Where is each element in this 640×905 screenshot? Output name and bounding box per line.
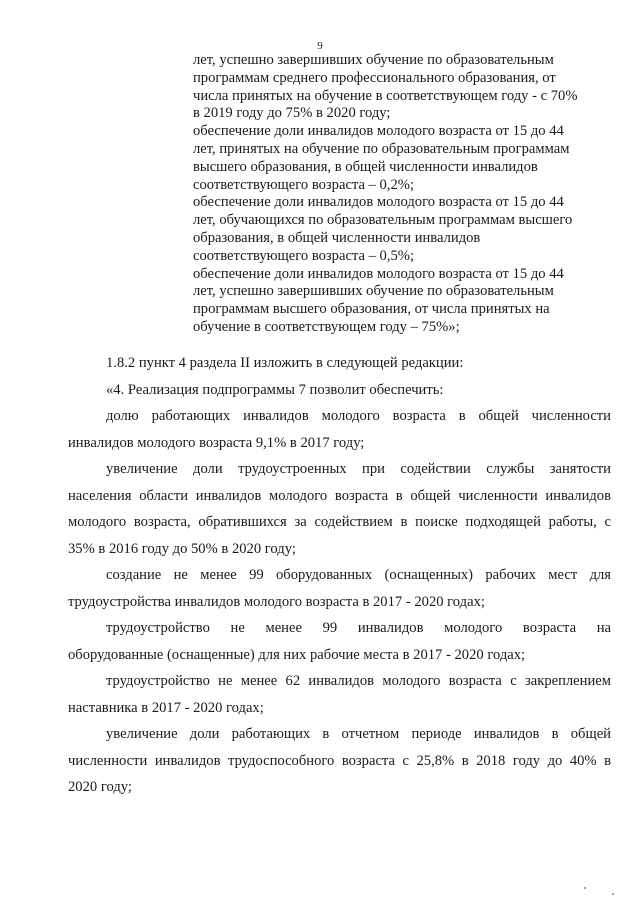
- text-line: населения области инвалидов молодого возраста в общей численности инвалидов: [68, 487, 611, 504]
- text-line: лет, успешно завершивших обучение по образовательным: [193, 283, 554, 300]
- paragraph: [68, 377, 611, 404]
- text-line: программам среднего профессионального образования, от: [193, 69, 556, 86]
- page-number: 9: [317, 40, 323, 52]
- text-line: молодого возраста, обратившихся за содействием в поиске подходящей работы, с: [68, 514, 611, 530]
- text-line: наставника в 2017 - 2020 годах;: [68, 699, 264, 716]
- text-line: 35% в 2016 году до 50% в 2020 году;: [68, 540, 296, 557]
- text-line: обучение в соответствующем году – 75%»;: [193, 318, 460, 335]
- text-line: обеспечение доли инвалидов молодого возраста от 15 до 44: [193, 265, 564, 282]
- paragraph: [68, 721, 611, 801]
- text-line: лет, принятых на обучение по образовательным программам: [193, 140, 570, 157]
- text-line: программам высшего образования, от числа принятых на: [193, 301, 550, 318]
- narrow-text-block: [193, 52, 598, 337]
- text-line: 1.8.2 пункт 4 раздела II изложить в следующей редакции:: [106, 355, 464, 371]
- text-line: в 2019 году до 75% в 2020 году;: [193, 105, 391, 122]
- paragraph: [68, 403, 611, 456]
- main-text-block: [68, 350, 611, 801]
- text-line: создание не менее 99 оборудованных (оснащенных) рабочих мест для: [106, 567, 611, 583]
- text-line: трудоустройство не менее 62 инвалидов молодого возраста с закреплением: [106, 673, 611, 689]
- text-line: высшего образования, в общей численности инвалидов: [193, 158, 538, 175]
- text-line: увеличение доли трудоустроенных при содействии службы занятости: [106, 461, 611, 477]
- text-line: инвалидов молодого возраста 9,1% в 2017 году;: [68, 434, 365, 451]
- scan-speck: [584, 887, 586, 889]
- text-line: «4. Реализация подпрограммы 7 позволит обеспечить:: [106, 381, 444, 398]
- text-line: увеличение доли работающих в отчетном периоде инвалидов в общей: [106, 726, 611, 742]
- paragraph: [68, 456, 611, 562]
- text-line: трудоустройства инвалидов молодого возраста в 2017 - 2020 годах;: [68, 593, 485, 610]
- text-line: оборудованные (оснащенные) для них рабочие места в 2017 - 2020 годах;: [68, 646, 526, 663]
- text-line: 2020 году;: [68, 779, 132, 795]
- text-line: долю работающих инвалидов молодого возраста в общей численности: [106, 408, 611, 424]
- scan-speck: [612, 893, 614, 895]
- paragraph: [68, 615, 611, 668]
- paragraph: [68, 350, 611, 377]
- text-line: соответствующего возраста – 0,5%;: [193, 247, 415, 264]
- text-line: соответствующего возраста – 0,2%;: [193, 176, 415, 193]
- text-line: лет, обучающихся по образовательным программам высшего: [193, 212, 573, 229]
- paragraph: [68, 562, 611, 615]
- text-line: лет, успешно завершивших обучение по образовательным: [193, 52, 554, 68]
- text-line: обеспечение доли инвалидов молодого возраста от 15 до 44: [193, 123, 564, 140]
- text-line: численности инвалидов трудоспособного возраста с 25,8% в 2018 году до 40% в: [68, 752, 611, 769]
- paragraph: [68, 668, 611, 721]
- text-line: числа принятых на обучение в соответствующем году - с 70%: [193, 87, 578, 104]
- text-line: трудоустройство не менее 99 инвалидов молодого возраста на: [106, 620, 611, 636]
- text-line: образования, в общей численности инвалидов: [193, 229, 481, 246]
- text-line: обеспечение доли инвалидов молодого возраста от 15 до 44: [193, 194, 564, 211]
